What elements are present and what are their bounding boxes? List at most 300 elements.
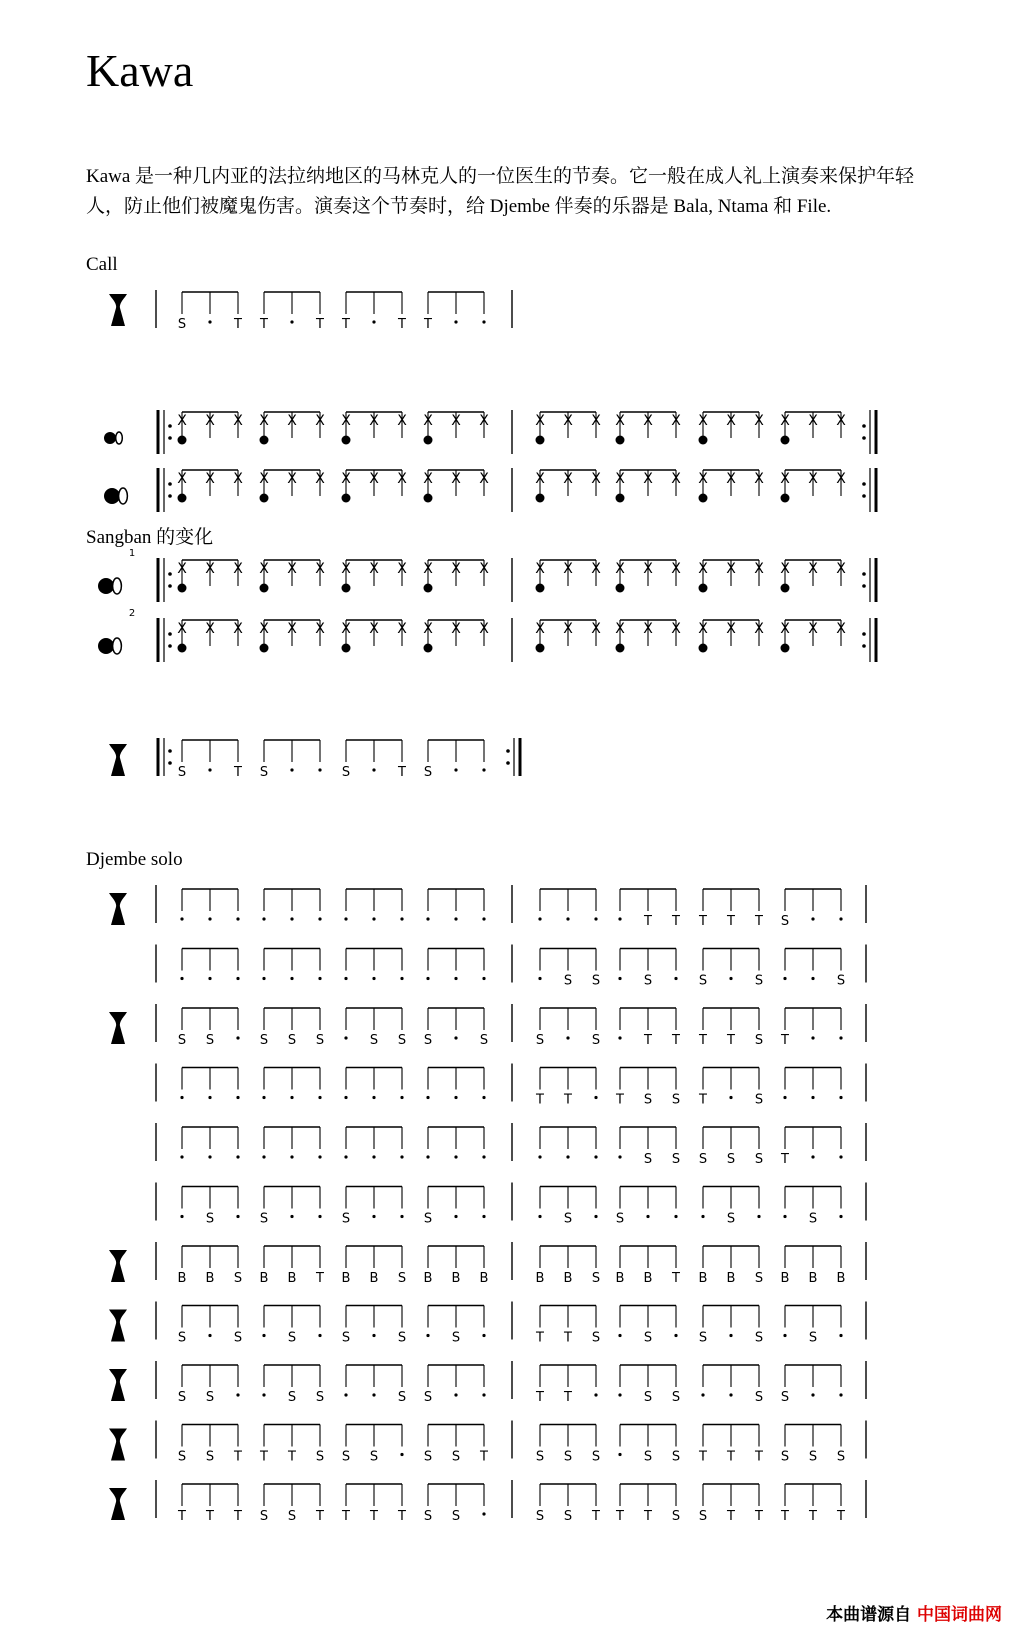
bell-x: X: [397, 621, 407, 637]
bell-x: X: [233, 621, 243, 637]
rest-dot: [482, 768, 485, 771]
bell-x: X: [726, 621, 736, 637]
repeat-dot: [862, 482, 866, 486]
rest-dot: [180, 917, 183, 920]
note-s: S: [205, 1390, 215, 1405]
rest-dot: [839, 1155, 842, 1158]
bell-x: X: [836, 413, 846, 429]
rest-dot: [454, 768, 457, 771]
drum-hit: [424, 436, 433, 445]
rest-dot: [372, 977, 375, 980]
bell-x: X: [259, 471, 269, 487]
rest-dot: [482, 1155, 485, 1158]
drum-hit: [342, 436, 351, 445]
rest-dot: [426, 977, 429, 980]
rest-dot: [236, 1155, 239, 1158]
note-t: T: [644, 914, 652, 929]
rest-dot: [318, 1096, 321, 1099]
note-s: S: [754, 1092, 764, 1108]
section-label-call: Call: [86, 254, 118, 275]
bell-x: X: [615, 413, 625, 429]
intro-paragraph: Kawa 是一种几内亚的法拉纳地区的马林克人的一位医生的节奏。它一般在成人礼上演奏来保护年轻人，防止他们被魔鬼伤害。演奏这个节奏时，给 Djembe 伴奏的乐器是 Bala, Ntama 和 File.: [86, 166, 915, 217]
bell-x: X: [615, 471, 625, 487]
rest-dot: [318, 917, 321, 920]
drum-hit: [342, 584, 351, 593]
bell-x: X: [726, 413, 736, 429]
rest-dot: [262, 917, 265, 920]
note-s: S: [643, 1152, 653, 1167]
rest-dot: [208, 917, 211, 920]
rest-dot: [811, 1036, 814, 1039]
note-s: S: [287, 1330, 297, 1346]
note-b: B: [259, 1271, 269, 1286]
note-t: T: [755, 1449, 763, 1465]
drum-hit: [616, 644, 625, 653]
note-s: S: [698, 1152, 708, 1167]
rest-dot: [482, 1215, 485, 1218]
bell-x: X: [836, 621, 846, 637]
dundun-icon-rim: [113, 638, 122, 654]
note-s: S: [591, 973, 601, 989]
bell-x: X: [754, 561, 764, 577]
bell-x: X: [397, 561, 407, 577]
note-s: S: [808, 1330, 818, 1346]
drum-hit: [781, 584, 790, 593]
rest-dot: [262, 1096, 265, 1099]
rest-dot: [783, 977, 786, 980]
note-b: B: [341, 1271, 351, 1286]
note-s: S: [341, 765, 351, 780]
bell-x: X: [369, 621, 379, 637]
note-t: T: [837, 1509, 845, 1524]
drum-hit: [260, 494, 269, 503]
rest-dot: [783, 1096, 786, 1099]
rest-dot: [618, 1334, 621, 1337]
rest-dot: [783, 1334, 786, 1337]
rest-dot: [290, 1155, 293, 1158]
note-s: S: [451, 1330, 461, 1346]
bell-x: X: [341, 471, 351, 487]
note-t: T: [234, 1509, 242, 1524]
note-s: S: [287, 1033, 297, 1048]
rest-dot: [372, 1155, 375, 1158]
rest-dot: [811, 977, 814, 980]
note-s: S: [233, 1330, 243, 1346]
repeat-dot: [168, 749, 172, 753]
note-t: T: [206, 1509, 214, 1524]
rest-dot: [618, 1393, 621, 1396]
note-t: T: [178, 1509, 186, 1524]
bell-x: X: [397, 413, 407, 429]
rest-dot: [344, 1096, 347, 1099]
bell-x: X: [615, 621, 625, 637]
drum-hit: [260, 436, 269, 445]
drum-hit: [781, 436, 790, 445]
bell-x: X: [535, 413, 545, 429]
rest-dot: [262, 977, 265, 980]
note-t: T: [536, 1390, 544, 1405]
repeat-dot: [862, 436, 866, 440]
bell-x: X: [698, 621, 708, 637]
rest-dot: [208, 1334, 211, 1337]
rest-dot: [400, 917, 403, 920]
note-s: S: [671, 1449, 681, 1465]
bell-x: X: [369, 413, 379, 429]
note-t: T: [234, 1449, 242, 1465]
rest-dot: [290, 768, 293, 771]
note-s: S: [259, 1509, 269, 1524]
rest-dot: [618, 1155, 621, 1158]
bell-x: X: [423, 413, 433, 429]
rest-dot: [729, 1096, 732, 1099]
note-s: S: [643, 1330, 653, 1346]
rest-dot: [538, 1215, 541, 1218]
rest-dot: [783, 1215, 786, 1218]
drum-hit: [699, 436, 708, 445]
note-t: T: [755, 1509, 763, 1524]
bell-x: X: [315, 471, 325, 487]
bell-x: X: [233, 471, 243, 487]
note-s: S: [177, 1033, 187, 1048]
note-s: S: [397, 1330, 407, 1346]
rest-dot: [262, 1393, 265, 1396]
rest-dot: [482, 1512, 485, 1515]
drum-hit: [699, 644, 708, 653]
bell-x: X: [754, 621, 764, 637]
repeat-dot: [168, 482, 172, 486]
djembe-icon: [109, 1369, 127, 1401]
note-t: T: [536, 1092, 544, 1108]
note-s: S: [643, 1092, 653, 1108]
djembe-icon: [109, 893, 127, 925]
rest-dot: [236, 1393, 239, 1396]
drum-hit: [260, 644, 269, 653]
rest-dot: [811, 1155, 814, 1158]
note-s: S: [205, 1449, 215, 1465]
rest-dot: [674, 977, 677, 980]
bell-x: X: [643, 561, 653, 577]
note-t: T: [672, 914, 680, 929]
note-b: B: [726, 1271, 736, 1286]
note-b: B: [205, 1271, 215, 1286]
rest-dot: [482, 977, 485, 980]
rest-dot: [400, 1155, 403, 1158]
rest-dot: [482, 1096, 485, 1099]
bell-x: X: [397, 471, 407, 487]
note-s: S: [315, 1390, 325, 1405]
bell-x: X: [423, 471, 433, 487]
bell-x: X: [369, 561, 379, 577]
repeat-dot: [506, 761, 510, 765]
note-s: S: [177, 1390, 187, 1405]
note-s: S: [615, 1211, 625, 1227]
bell-x: X: [698, 471, 708, 487]
note-s: S: [451, 1509, 461, 1524]
note-s: S: [591, 1330, 601, 1346]
rest-dot: [372, 1334, 375, 1337]
bell-x: X: [563, 471, 573, 487]
note-s: S: [397, 1390, 407, 1405]
rest-dot: [318, 977, 321, 980]
note-s: S: [423, 1509, 433, 1524]
djembe-icon: [109, 1012, 127, 1044]
repeat-dot: [862, 572, 866, 576]
note-t: T: [781, 1509, 789, 1524]
rest-dot: [729, 977, 732, 980]
note-t: T: [536, 1330, 544, 1346]
rest-dot: [454, 320, 457, 323]
rest-dot: [208, 977, 211, 980]
rest-dot: [454, 977, 457, 980]
note-b: B: [451, 1271, 461, 1286]
bell-x: X: [205, 621, 215, 637]
bell-x: X: [205, 471, 215, 487]
rest-dot: [180, 1155, 183, 1158]
bell-x: X: [177, 621, 187, 637]
note-s: S: [341, 1211, 351, 1227]
note-t: T: [699, 1092, 707, 1108]
bell-x: X: [259, 621, 269, 637]
note-s: S: [563, 1509, 573, 1524]
bell-x: X: [698, 413, 708, 429]
drum-hit: [424, 584, 433, 593]
rest-dot: [290, 1096, 293, 1099]
note-t: T: [398, 1509, 406, 1524]
note-s: S: [754, 1390, 764, 1405]
rest-dot: [290, 917, 293, 920]
note-t: T: [260, 317, 268, 332]
note-s: S: [315, 1033, 325, 1048]
note-t: T: [699, 914, 707, 929]
repeat-dot: [168, 436, 172, 440]
note-s: S: [205, 1211, 215, 1227]
bell-x: X: [233, 413, 243, 429]
bell-x: X: [591, 413, 601, 429]
rest-dot: [290, 1215, 293, 1218]
bell-x: X: [591, 621, 601, 637]
bell-x: X: [754, 471, 764, 487]
rest-dot: [594, 1215, 597, 1218]
note-t: T: [644, 1509, 652, 1524]
bell-x: X: [563, 621, 573, 637]
note-b: B: [369, 1271, 379, 1286]
rest-dot: [426, 1334, 429, 1337]
note-s: S: [423, 1033, 433, 1048]
repeat-dot: [168, 572, 172, 576]
note-t: T: [342, 1509, 350, 1524]
drum-hit: [342, 644, 351, 653]
rest-dot: [208, 768, 211, 771]
bell-x: X: [754, 413, 764, 429]
drum-hit: [424, 494, 433, 503]
rest-dot: [208, 1155, 211, 1158]
repeat-dot: [506, 749, 510, 753]
repeat-dot: [862, 494, 866, 498]
note-s: S: [535, 1509, 545, 1524]
note-t: T: [564, 1330, 572, 1346]
repeat-dot: [168, 584, 172, 588]
bell-x: X: [808, 471, 818, 487]
rest-dot: [318, 1215, 321, 1218]
rest-dot: [236, 1096, 239, 1099]
rest-dot: [290, 320, 293, 323]
note-s: S: [671, 1390, 681, 1405]
note-s: S: [671, 1509, 681, 1524]
rest-dot: [839, 1036, 842, 1039]
drum-hit: [178, 644, 187, 653]
bell-x: X: [535, 621, 545, 637]
note-s: S: [205, 1033, 215, 1048]
rest-dot: [729, 1393, 732, 1396]
bell-x: X: [808, 621, 818, 637]
rest-dot: [618, 1453, 621, 1456]
rest-dot: [344, 1036, 347, 1039]
bell-x: X: [591, 471, 601, 487]
note-s: S: [563, 973, 573, 989]
note-b: B: [423, 1271, 433, 1286]
bell-x: X: [259, 561, 269, 577]
rest-dot: [180, 977, 183, 980]
bell-x: X: [205, 561, 215, 577]
section-label-sangban-variation: Sangban 的变化: [86, 527, 214, 548]
bell-x: X: [780, 471, 790, 487]
rest-dot: [839, 917, 842, 920]
bell-x: X: [836, 471, 846, 487]
note-s: S: [754, 1271, 764, 1286]
bell-x: X: [451, 413, 461, 429]
bell-x: X: [808, 413, 818, 429]
note-s: S: [563, 1449, 573, 1465]
note-s: S: [754, 1330, 764, 1346]
drum-hit: [699, 494, 708, 503]
note-t: T: [699, 1449, 707, 1465]
bell-x: X: [671, 413, 681, 429]
note-s: S: [315, 1449, 325, 1465]
djembe-icon: [109, 1250, 127, 1282]
bell-x: X: [451, 471, 461, 487]
note-s: S: [259, 1033, 269, 1048]
rest-dot: [729, 1334, 732, 1337]
note-s: S: [643, 973, 653, 989]
note-t: T: [672, 1271, 680, 1286]
note-s: S: [423, 1211, 433, 1227]
note-s: S: [836, 1449, 846, 1465]
note-t: T: [398, 317, 406, 332]
note-s: S: [591, 1033, 601, 1048]
djembe-icon: [109, 1429, 127, 1461]
bell-x: X: [535, 471, 545, 487]
note-s: S: [726, 1152, 736, 1167]
note-s: S: [698, 1330, 708, 1346]
rest-dot: [839, 1096, 842, 1099]
rest-dot: [344, 1393, 347, 1396]
rest-dot: [208, 320, 211, 323]
rest-dot: [262, 1334, 265, 1337]
bell-x: X: [287, 561, 297, 577]
drum-hit: [536, 494, 545, 503]
rest-dot: [674, 1334, 677, 1337]
rest-dot: [618, 977, 621, 980]
bell-x: X: [177, 561, 187, 577]
bell-x: X: [423, 621, 433, 637]
rest-dot: [426, 1096, 429, 1099]
bell-x: X: [643, 413, 653, 429]
rest-dot: [372, 1096, 375, 1099]
rest-dot: [701, 1393, 704, 1396]
rest-dot: [372, 1393, 375, 1396]
footer-site: 中国词曲网: [917, 1605, 1002, 1625]
note-s: S: [643, 1449, 653, 1465]
repeat-dot: [168, 424, 172, 428]
bell-x: X: [643, 621, 653, 637]
note-t: T: [564, 1390, 572, 1405]
bell-x: X: [341, 621, 351, 637]
bell-x: X: [780, 561, 790, 577]
note-t: T: [480, 1449, 488, 1465]
rest-dot: [400, 977, 403, 980]
rest-dot: [811, 1096, 814, 1099]
rest-dot: [236, 1215, 239, 1218]
dundun-icon-rim: [119, 488, 128, 504]
rest-dot: [236, 977, 239, 980]
bell-x: X: [479, 621, 489, 637]
note-t: T: [288, 1449, 296, 1465]
rest-dot: [454, 1215, 457, 1218]
bell-x: X: [315, 413, 325, 429]
bell-x: X: [341, 413, 351, 429]
note-t: T: [316, 1509, 324, 1524]
note-s: S: [423, 765, 433, 780]
bell-x: X: [479, 413, 489, 429]
repeat-dot: [168, 761, 172, 765]
rest-dot: [400, 1453, 403, 1456]
bell-x: X: [808, 561, 818, 577]
note-t: T: [727, 1449, 735, 1465]
note-t: T: [616, 1509, 624, 1524]
note-s: S: [259, 765, 269, 780]
bell-x: X: [726, 471, 736, 487]
note-s: S: [535, 1033, 545, 1048]
bell-x: X: [535, 561, 545, 577]
rest-dot: [757, 1215, 760, 1218]
rest-dot: [400, 1215, 403, 1218]
repeat-dot: [862, 584, 866, 588]
rest-dot: [454, 1393, 457, 1396]
bell-x: X: [341, 561, 351, 577]
rest-dot: [236, 917, 239, 920]
note-b: B: [643, 1271, 653, 1286]
note-b: B: [808, 1271, 818, 1286]
rest-dot: [236, 1036, 239, 1039]
repeat-dot: [168, 644, 172, 648]
rest-dot: [618, 1036, 621, 1039]
note-b: B: [836, 1271, 846, 1286]
note-s: S: [177, 1449, 187, 1465]
rest-dot: [701, 1215, 704, 1218]
rest-dot: [594, 1096, 597, 1099]
drum-hit: [536, 584, 545, 593]
rest-dot: [566, 917, 569, 920]
note-s: S: [177, 317, 187, 332]
rest-dot: [538, 1155, 541, 1158]
note-s: S: [671, 1152, 681, 1167]
note-b: B: [535, 1271, 545, 1286]
drum-hit: [424, 644, 433, 653]
bell-x: X: [451, 561, 461, 577]
note-s: S: [671, 1092, 681, 1108]
note-s: S: [423, 1390, 433, 1405]
rest-dot: [344, 977, 347, 980]
